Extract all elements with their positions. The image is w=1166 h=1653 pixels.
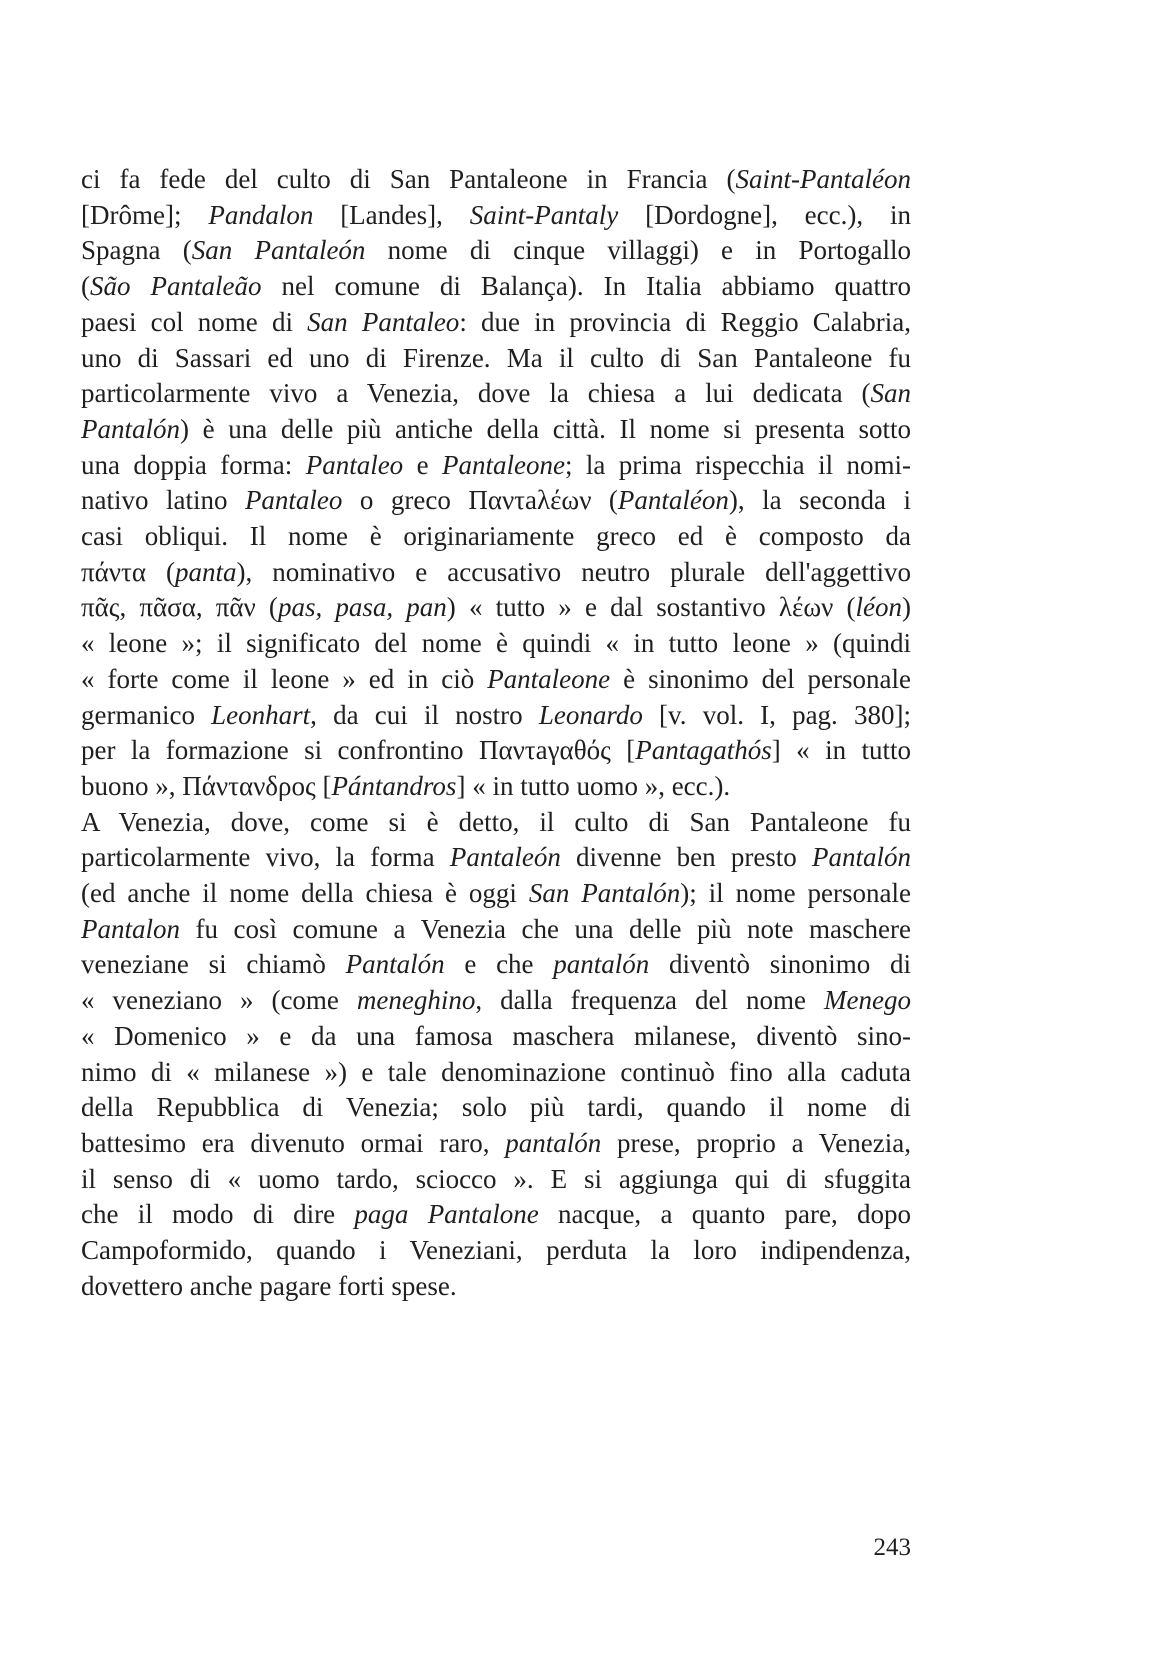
italic-run: pantalón	[553, 949, 650, 980]
text-run: veneziane si chiamò	[81, 949, 346, 980]
italic-run: meneghino	[356, 985, 476, 1016]
italic-run: Pantaléon	[617, 485, 729, 516]
text-run: πᾶς, πᾶσα, πᾶν (	[81, 592, 278, 623]
text-run: germanico	[81, 699, 212, 730]
italic-run: San Pantaleo	[307, 306, 460, 337]
text-line	[81, 626, 911, 662]
text-line	[81, 1019, 911, 1055]
text-line	[81, 412, 911, 448]
text-line	[81, 662, 911, 698]
italic-run: San Pantalón	[528, 878, 681, 909]
text-run: o greco Παντaλέων (	[342, 485, 618, 516]
text-run: della Repubblica di Venezia; solo più tardi, quando il nome di	[81, 1092, 911, 1123]
text-run: uno di Sassari ed uno di Firenze. Ma il culto di San Pantaleone fu	[81, 342, 911, 373]
text-run: (ed anche il nome della chiesa è oggi	[81, 878, 529, 909]
text-run: battesimo era divenuto ormai raro,	[81, 1127, 506, 1158]
text-run: paesi col nome di	[81, 306, 308, 337]
text-line	[81, 1197, 911, 1233]
text-line	[81, 233, 911, 269]
italic-run: San	[870, 378, 911, 409]
text-run: ); il nome personale	[680, 878, 911, 909]
text-line	[81, 376, 911, 412]
text-run: « forte come il leone » ed in ciò	[81, 663, 488, 694]
text-run: « Domenico » e da una famosa maschera milanese, diventò sino-	[81, 1020, 911, 1051]
text-run: ] « in tutto uomo », ecc.).	[456, 770, 731, 801]
italic-run: Leonhart	[211, 699, 311, 730]
italic-run: Pantalón	[345, 949, 445, 980]
text-run: e	[403, 449, 443, 480]
text-run: ] « in tutto	[771, 735, 912, 766]
text-run: πάντα (	[81, 556, 175, 587]
text-run: nimo di « milanese ») e tale denominazione continuò fino alla caduta	[81, 1056, 911, 1087]
text-run: fu così comune a Venezia che una delle più note maschere	[180, 913, 911, 944]
text-run: nome di cinque villaggi) e in Portogallo	[365, 235, 911, 266]
text-run: (	[81, 271, 90, 302]
text-line	[81, 1055, 911, 1091]
text-line	[81, 1090, 911, 1126]
text-run: , dalla frequenza del nome	[475, 985, 825, 1016]
italic-run: Pántandros	[331, 770, 457, 801]
text-run: ) è una delle più antiche della città. Il nome si presenta sotto	[180, 413, 911, 444]
text-run: ), la seconda i	[728, 485, 911, 516]
italic-run: Pantaleo	[244, 485, 343, 516]
italic-run: Pantaleone	[487, 663, 611, 694]
text-run: ci fa fede del culto di San Pantaleone in Francia (	[81, 164, 736, 194]
text-run: divenne ben presto	[560, 842, 812, 873]
page-number: 243	[873, 1534, 911, 1561]
text-line	[81, 305, 911, 341]
text-run: Spagna (	[81, 235, 192, 266]
text-run: particolarmente vivo, la forma	[81, 842, 450, 873]
italic-run: Saint-Pantaly	[469, 199, 619, 230]
text-run: nativo latino	[81, 485, 245, 516]
text-line	[81, 519, 911, 555]
text-line	[81, 840, 911, 876]
italic-run: Saint-Pantaléon	[735, 164, 911, 194]
text-run: Campoformido, quando i Veneziani, perduta la loro indipendenza,	[81, 1235, 911, 1266]
text-run: : due in provincia di Reggio Calabria,	[459, 306, 912, 337]
text-line	[81, 733, 911, 769]
text-line	[81, 483, 911, 519]
text-line	[81, 1162, 911, 1198]
text-run: ), nominativo e accusativo neutro plurale dell'aggettivo	[236, 556, 911, 587]
text-run: A Venezia, dove, come si è detto, il culto di San Pantaleone fu	[81, 806, 911, 837]
italic-run: léon	[855, 592, 903, 623]
italic-run: Leonardo	[538, 699, 643, 730]
text-run: prese, proprio a Venezia,	[601, 1127, 911, 1158]
italic-run: Pantaleone	[442, 449, 565, 480]
text-line	[81, 162, 911, 198]
text-line	[81, 1233, 911, 1269]
text-run: una doppia forma:	[81, 449, 306, 480]
text-line	[81, 555, 911, 591]
text-run: e che	[444, 949, 554, 980]
italic-run: pas, pasa, pan	[277, 592, 447, 623]
text-run: )	[902, 592, 912, 623]
text-line	[81, 590, 911, 626]
text-run: [Drôme];	[81, 199, 209, 230]
text-line	[81, 947, 911, 983]
italic-run: Pantalón	[81, 413, 180, 444]
paragraph	[81, 805, 911, 1305]
text-line	[81, 769, 911, 805]
text-run: , da cui il nostro	[310, 699, 539, 730]
text-run: [v. vol. I, pag. 380];	[642, 699, 911, 730]
text-run: « veneziano » (come	[81, 985, 357, 1016]
italic-run: Pandalon	[208, 199, 314, 230]
text-line	[81, 448, 911, 484]
text-line	[81, 912, 911, 948]
italic-run: São Pantaleão	[90, 271, 262, 302]
text-line	[81, 269, 911, 305]
italic-run: pantalón	[505, 1127, 602, 1158]
text-run: diventò sinonimo di	[649, 949, 912, 980]
text-line	[81, 983, 911, 1019]
text-line	[81, 341, 911, 377]
italic-run: Pantagathós	[635, 735, 772, 766]
italic-run: paga Pantalone	[354, 1199, 539, 1230]
text-line	[81, 805, 911, 841]
text-run: dovettero anche pagare forti spese.	[81, 1270, 457, 1301]
text-line	[81, 198, 911, 234]
text-run: il senso di « uomo tardo, sciocco ». E si aggiunga qui di sfuggita	[81, 1163, 911, 1194]
text-run: nel comune di Balança). In Italia abbiamo quattro	[261, 271, 912, 302]
text-line	[81, 876, 911, 912]
text-line	[81, 1269, 911, 1305]
text-run: [Dordogne], ecc.), in	[618, 199, 911, 230]
text-run: per la formazione si confrontino Παντaγαθός [	[81, 735, 636, 766]
text-run: « leone »; il significato del nome è quindi « in tutto leone » (quindi	[81, 628, 911, 659]
text-run: casi obliqui. Il nome è originariamente greco ed è composto da	[81, 521, 911, 552]
text-line	[81, 698, 911, 734]
text-run: è sinonimo del personale	[610, 663, 911, 694]
paragraph	[81, 162, 911, 805]
italic-run: San Pantaleón	[191, 235, 366, 266]
italic-run: Pantalon	[81, 913, 180, 944]
text-run: ; la prima rispecchia il nomi-	[564, 449, 911, 480]
text-run: nacque, a quanto pare, dopo	[538, 1199, 912, 1230]
italic-run: Menego	[824, 985, 911, 1016]
text-line	[81, 1126, 911, 1162]
text-run: che il modo di dire	[81, 1199, 355, 1230]
italic-run: panta	[174, 556, 237, 587]
text-run: buono », Πάντανδρος [	[81, 770, 332, 801]
text-run: ) « tutto » e dal sostantivo λέων (	[446, 592, 856, 623]
italic-run: Pantaleón	[449, 842, 561, 873]
italic-run: Pantaleo	[305, 449, 404, 480]
page-body	[81, 162, 911, 1305]
text-run: [Landes],	[313, 199, 470, 230]
italic-run: Pantalón	[812, 842, 911, 873]
text-run: particolarmente vivo a Venezia, dove la chiesa a lui dedicata (	[81, 378, 871, 409]
